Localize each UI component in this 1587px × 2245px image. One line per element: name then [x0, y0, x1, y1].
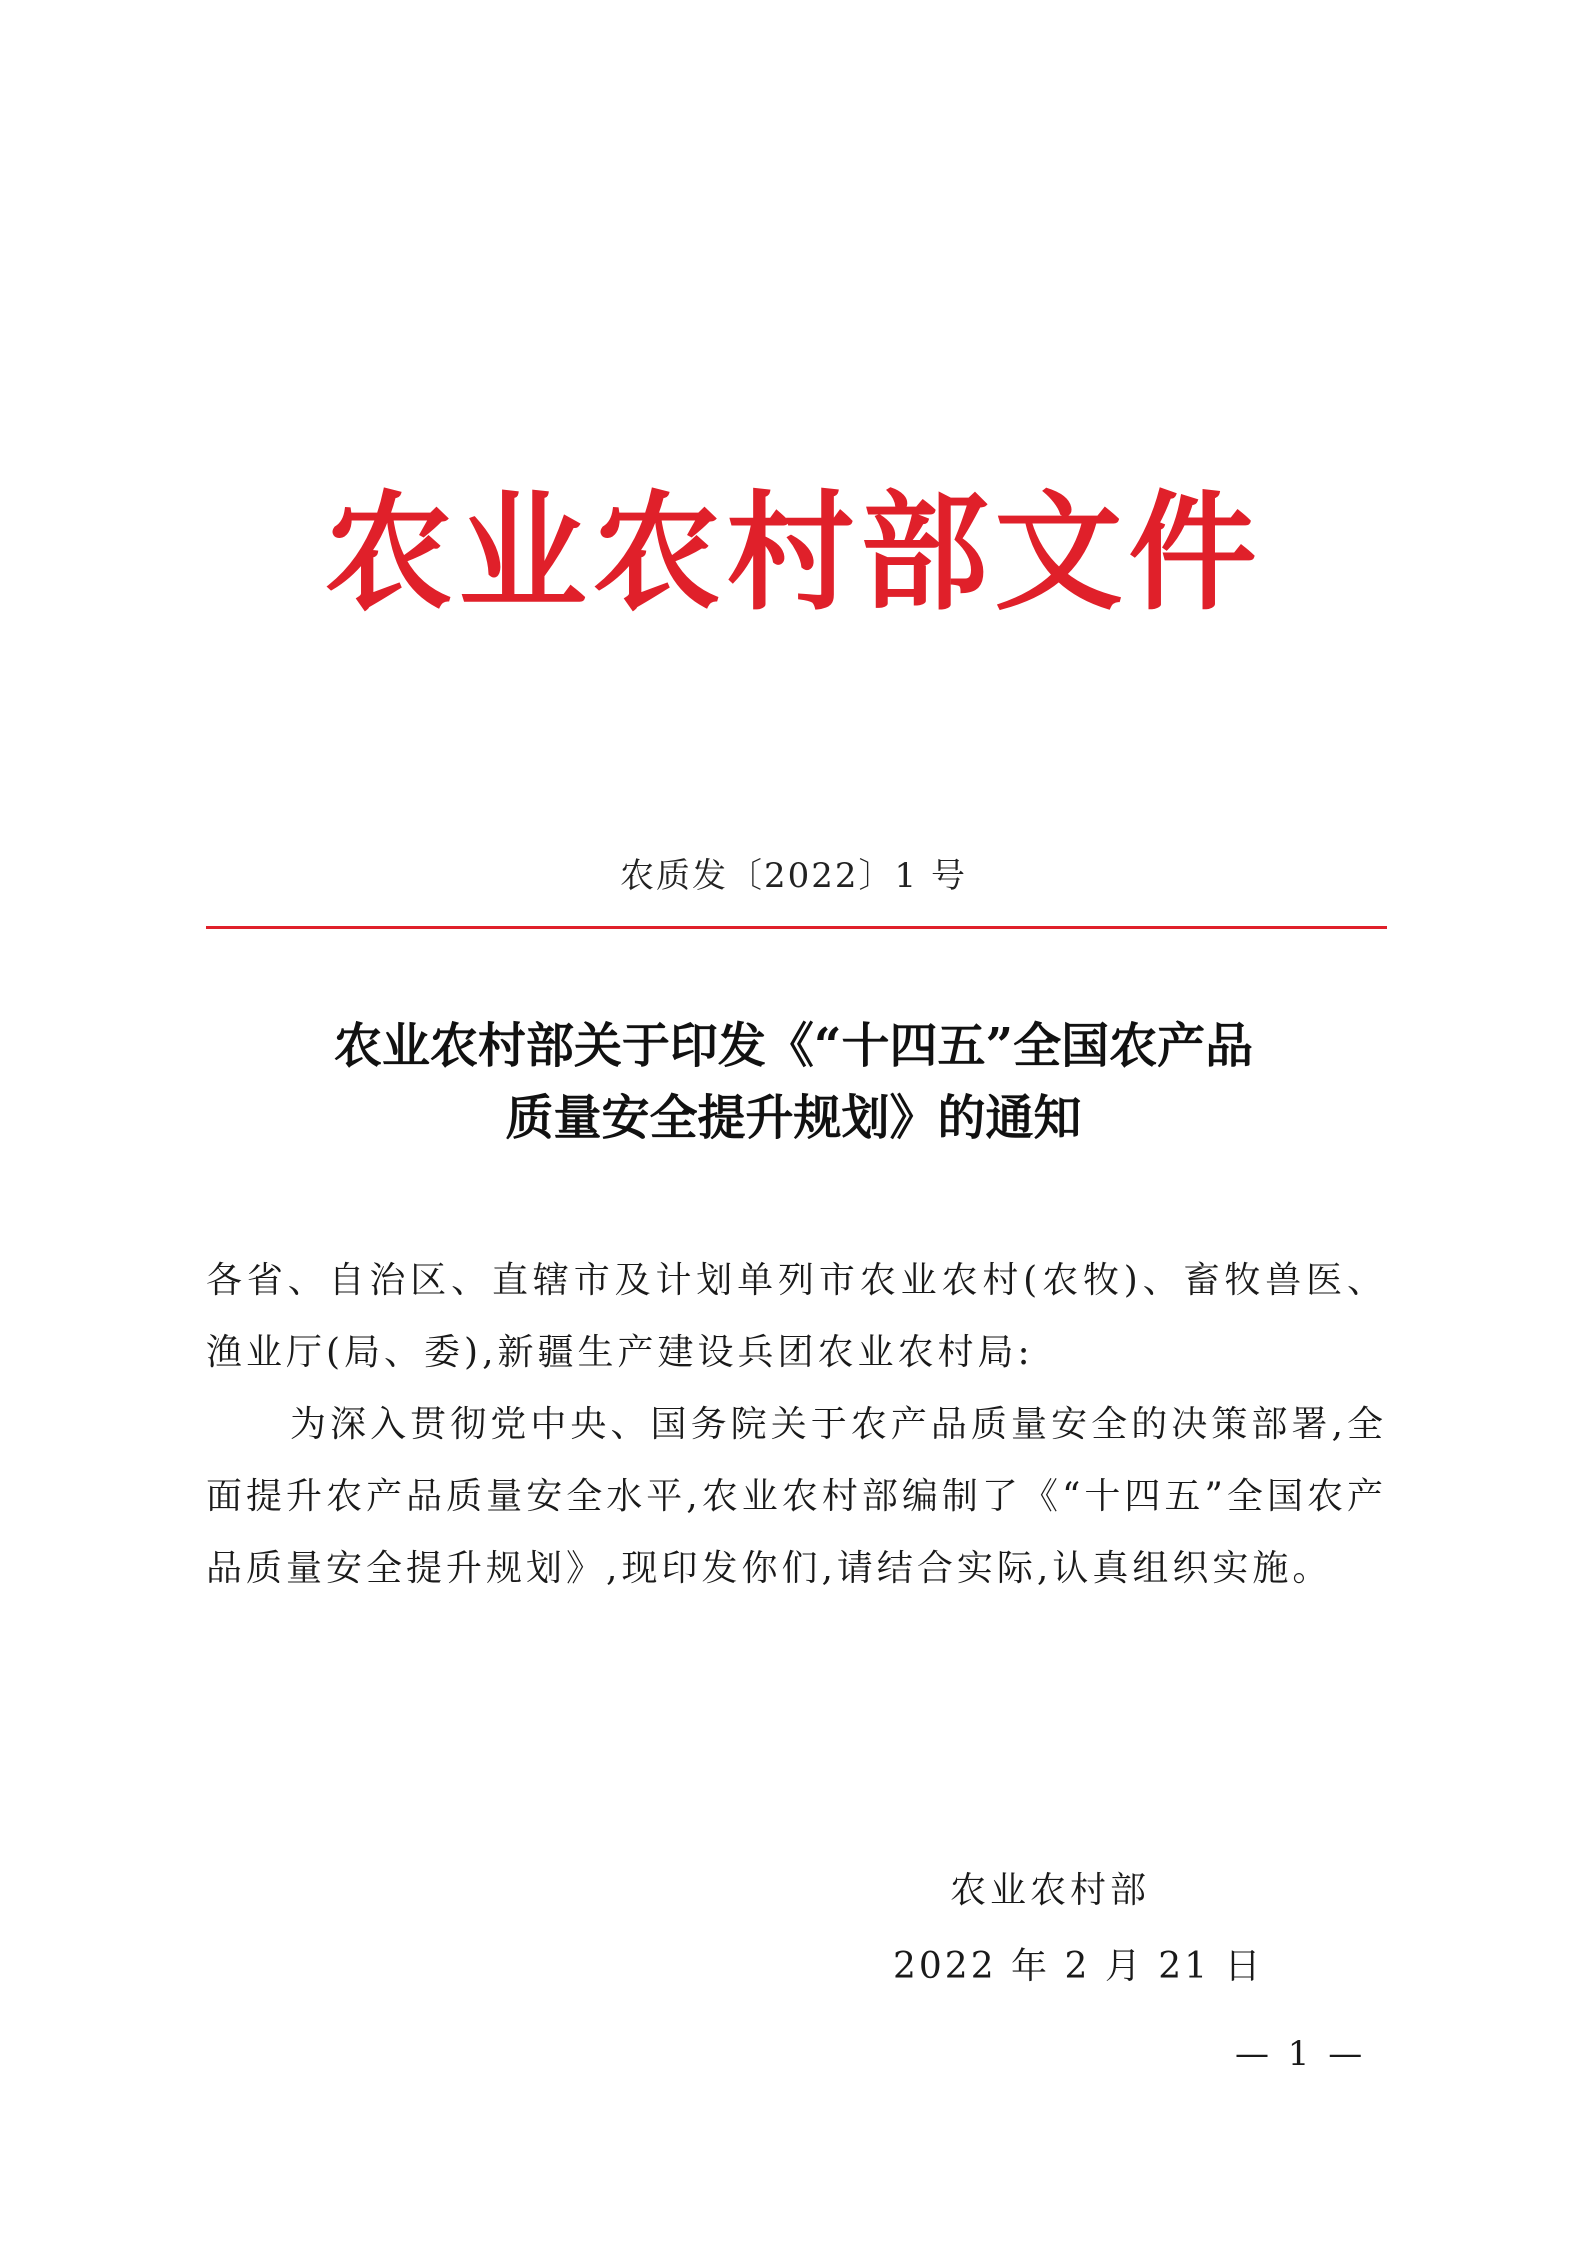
- title-line-1: 农业农村部关于印发《“十四五”全国农产品: [333, 1018, 1254, 1074]
- addressee-paragraph: 各省、自治区、直辖市及计划单列市农业农村(农牧)、畜牧兽医、渔业厅(局、委),新疆生产建设兵团农业农村局:: [206, 1260, 1387, 1373]
- signature-organization: 农业农村部: [950, 1870, 1151, 1911]
- title-line-2: 质量安全提升规划》的通知: [505, 1090, 1082, 1146]
- red-separator-line: [206, 926, 1387, 929]
- document-title: [0, 1010, 1587, 1154]
- body-paragraph: 为深入贯彻党中央、国务院关于农产品质量安全的决策部署,全面提升农产品质量安全水平,农业农村部编制了《“十四五”全国农产品质量安全提升规划》,现印发你们,请结合实际,认真组织实施。: [206, 1404, 1387, 1589]
- document-number: 农质发〔2022〕1 号: [620, 856, 967, 896]
- page-number: — 1 —: [1235, 2034, 1367, 2074]
- masthead-title: 农业农村部文件: [324, 479, 1263, 628]
- document-body: [206, 1245, 1387, 1605]
- signature-date: 2022 年 2 月 21 日: [893, 1946, 1264, 1987]
